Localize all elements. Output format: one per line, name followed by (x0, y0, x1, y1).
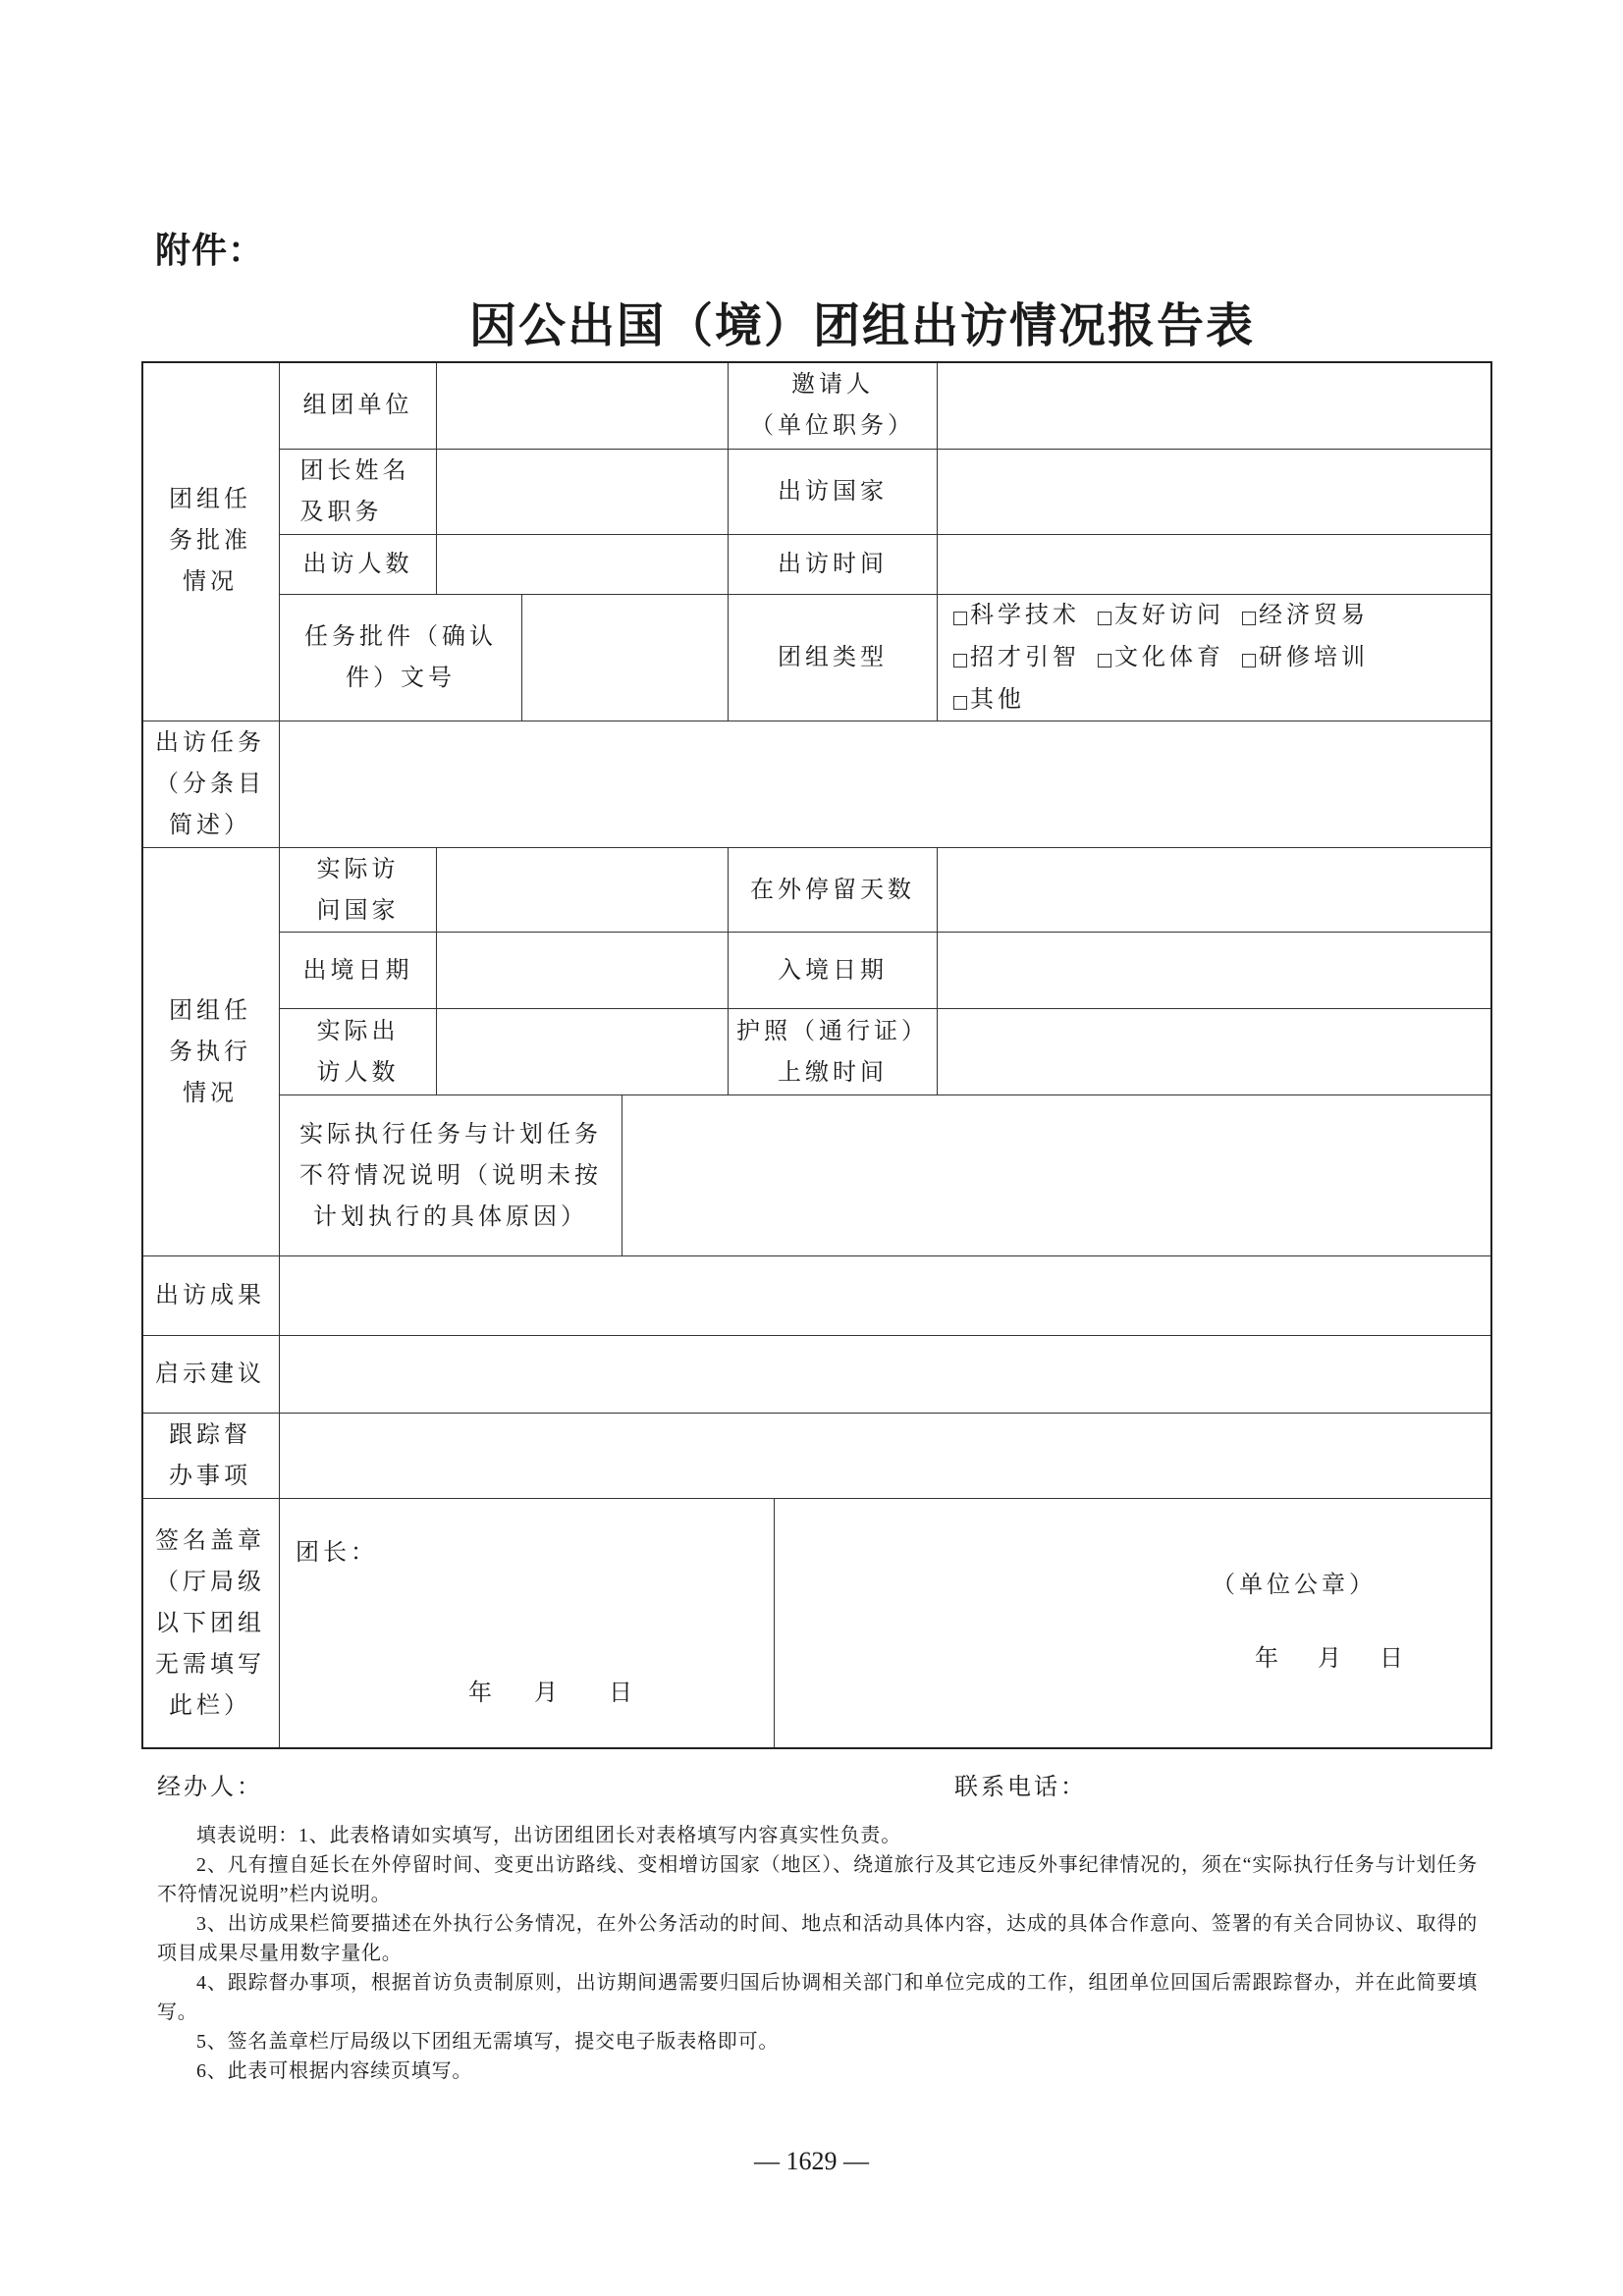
delegation-type-option (953, 679, 1098, 721)
delegation-type-text: 科学技术 (970, 602, 1080, 628)
delegation-type-option (1098, 637, 1242, 679)
actual-countries-field (437, 848, 729, 933)
actual-countries-header (280, 848, 437, 933)
approval-doc-label: 任务批件（确认件）文号 (304, 624, 497, 691)
organizing-unit-field (437, 361, 729, 450)
checkbox-icon (953, 612, 967, 625)
passport-header (729, 1009, 938, 1095)
delegation-type-option (1098, 595, 1242, 637)
deviation-label: 实际执行任务与计划任务不符情况说明（说明未按计划执行的具体原因） (299, 1121, 602, 1230)
visit-time-label: 出访时间 (778, 552, 888, 577)
visit-time-field (938, 535, 1492, 595)
filling-instructions (157, 1821, 1478, 2086)
delegation-type-option (1242, 595, 1386, 637)
delegation-type-header (729, 595, 938, 721)
signature-section-label: 签名盖章（厅局级以下团组无需填写此栏） (155, 1528, 265, 1719)
instruction-item: 填表说明：1、此表格请如实填写，出访团组团长对表格填写内容真实性负责。 (196, 1825, 901, 1846)
inviter-header (729, 361, 938, 450)
delegation-type-text: 经济贸易 (1259, 602, 1369, 628)
exit-date-header (280, 933, 437, 1009)
approval-doc-header (280, 595, 522, 721)
signature-section-header (141, 1499, 280, 1749)
form-title: 因公出国（境）团组出访情况报告表 (469, 300, 1256, 352)
delegation-type-option (953, 595, 1098, 637)
follow-up-label: 跟踪督办事项 (169, 1422, 251, 1489)
checkbox-icon (953, 654, 967, 667)
instruction-item: 5、签名盖章栏厅局级以下团组无需填写，提交电子版表格即可。 (196, 2031, 780, 2053)
unit-seal-field (775, 1499, 1492, 1749)
leader-signature-label: 团长： (296, 1540, 378, 1566)
exit-date-label: 出境日期 (302, 957, 413, 984)
page-number: — 1629 — (754, 2147, 869, 2175)
leader-signature-field (280, 1499, 775, 1749)
delegation-size-label: 出访人数 (302, 552, 413, 577)
follow-up-field (280, 1414, 1492, 1499)
instruction-item: 4、跟踪督办事项，根据首访负责制原则，出访期间遇需要归国后协调相关部门和单位完成的工作，组团单位回国后需跟踪督办，并在此简要填写。 (157, 1972, 1478, 2023)
date-year-label: 年 (1255, 1646, 1282, 1672)
delegation-type-option (953, 637, 1098, 679)
follow-up-header (141, 1414, 280, 1499)
instruction-item: 3、出访成果栏简要描述在外执行公务情况，在外公务活动的时间、地点和活动具体内容，达成的具体合作意向、签署的有关合同协议、取得的项目成果尽量用数字量化。 (157, 1913, 1478, 1964)
results-label: 出访成果 (155, 1283, 265, 1308)
delegation-type-options (938, 595, 1492, 721)
passport-field (938, 1009, 1492, 1095)
entry-date-label: 入境日期 (778, 957, 888, 984)
inviter-label: 邀请人 (791, 371, 874, 398)
delegation-type-text: 招才引智 (970, 644, 1080, 670)
entry-date-header (729, 933, 938, 1009)
execution-section-label: 团组任务执行情况 (169, 997, 251, 1106)
execution-section-header (141, 848, 280, 1256)
entry-date-field (938, 933, 1492, 1009)
delegation-type-text: 友好访问 (1114, 602, 1224, 628)
visit-time-header (729, 535, 938, 595)
actual-size-label: 实际出访人数 (316, 1018, 400, 1086)
passport-label: 护照（通行证） (736, 1018, 929, 1044)
actual-size-header (280, 1009, 437, 1095)
results-header (141, 1256, 280, 1336)
approval-section-header (141, 361, 280, 721)
deviation-field (622, 1095, 1492, 1256)
delegation-type-label: 团组类型 (778, 645, 888, 670)
attachment-label: 附件： (155, 230, 265, 270)
delegation-type-text: 研修培训 (1259, 644, 1369, 670)
unit-seal-label: （单位公章） (1212, 1573, 1377, 1598)
checkbox-icon (1242, 654, 1256, 667)
leader-label: 团长姓名及职务 (299, 458, 410, 525)
date-month-label: 月 (1318, 1646, 1345, 1672)
approval-doc-field (522, 595, 729, 721)
unit-seal-date (1255, 1638, 1407, 1680)
destination-label: 出访国家 (778, 479, 888, 505)
delegation-type-option (1242, 637, 1386, 679)
deviation-header (280, 1095, 622, 1256)
suggestions-label: 启示建议 (155, 1362, 265, 1387)
tasks-header (141, 721, 280, 848)
passport-sub-label: 上缴时间 (778, 1059, 888, 1086)
checkbox-icon (1242, 612, 1256, 625)
leader-header (280, 450, 437, 535)
delegation-size-field (437, 535, 729, 595)
delegation-type-text: 其他 (970, 686, 1025, 713)
delegation-type-list (953, 595, 1484, 721)
date-year-label: 年 (468, 1681, 496, 1706)
results-field (280, 1256, 1492, 1336)
destination-header (729, 450, 938, 535)
organizing-unit-label: 组团单位 (302, 392, 413, 418)
instruction-item: 6、此表可根据内容续页填写。 (196, 2060, 473, 2082)
days-abroad-header (729, 848, 938, 933)
days-abroad-label: 在外停留天数 (750, 877, 915, 903)
handler-label: 经办人： (157, 1775, 263, 1800)
date-day-label: 日 (1380, 1646, 1407, 1672)
passport-label-group (736, 1011, 929, 1094)
actual-size-field (437, 1009, 729, 1095)
destination-field (938, 450, 1492, 535)
days-abroad-field (938, 848, 1492, 933)
checkbox-icon (1098, 612, 1111, 625)
suggestions-header (141, 1336, 280, 1414)
delegation-type-text: 文化体育 (1114, 644, 1224, 670)
actual-countries-label: 实际访问国家 (316, 856, 400, 924)
instruction-item: 2、凡有擅自延长在外停留时间、变更出访路线、变相增访国家（地区）、绕道旅行及其它违反外事纪律情况的，须在“实际执行任务与计划任务不符情况说明”栏内说明。 (157, 1854, 1478, 1905)
approval-section-label: 团组任务批准情况 (169, 487, 251, 595)
inviter-sub-label: （单位职务） (750, 412, 915, 439)
delegation-size-header (280, 535, 437, 595)
date-month-label: 月 (534, 1681, 562, 1706)
organizing-unit-header (280, 361, 437, 450)
phone-label: 联系电话： (954, 1775, 1087, 1800)
leader-field (437, 450, 729, 535)
tasks-label: 出访任务（分条目简述） (155, 730, 265, 838)
inviter-field (938, 361, 1492, 450)
checkbox-icon (953, 696, 967, 710)
leader-signature-date (468, 1673, 636, 1714)
checkbox-icon (1098, 654, 1111, 667)
report-form-table (141, 361, 1492, 1749)
exit-date-field (437, 933, 729, 1009)
inviter-label-group (750, 364, 915, 447)
suggestions-field (280, 1336, 1492, 1414)
date-day-label: 日 (609, 1681, 636, 1706)
tasks-field (280, 721, 1492, 848)
